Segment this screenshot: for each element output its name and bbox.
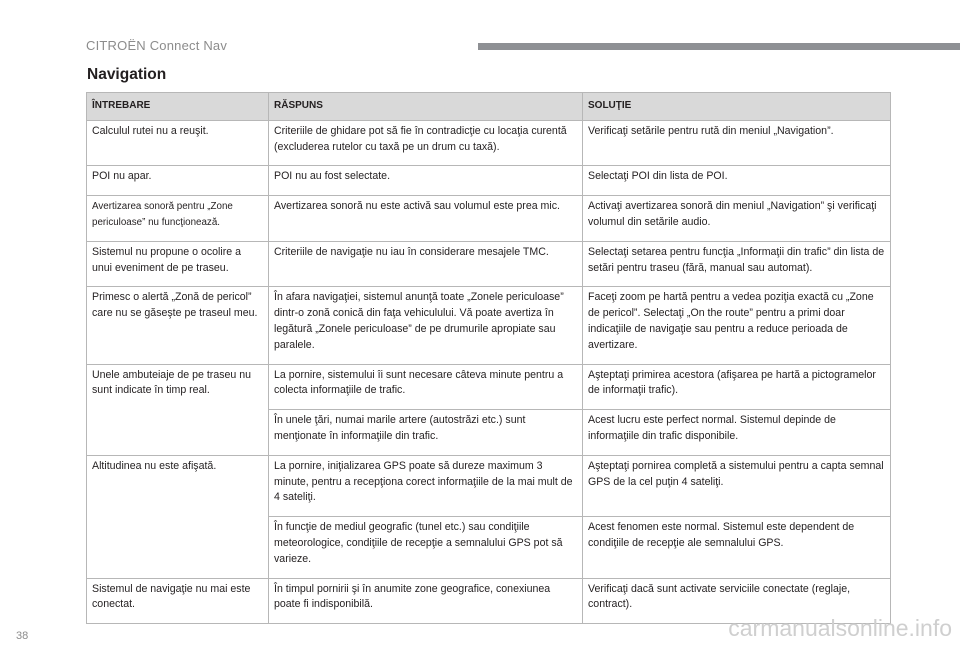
solution-cell: Activaţi avertizarea sonoră din meniul „Navigation” şi verificaţi volumul din setările audio.	[583, 196, 891, 242]
question-cell: Unele ambuteiaje de pe traseu nu sunt indicate în timp real.	[87, 364, 269, 455]
solution-cell: Acest lucru este perfect normal. Sistemul depinde de informaţiile din trafic disponibile.	[583, 410, 891, 456]
section-title: Navigation	[87, 66, 167, 83]
answer-cell: Criteriile de navigaţie nu iau în considerare mesajele TMC.	[269, 241, 583, 287]
answer-cell: În afara navigaţiei, sistemul anunţă toate „Zonele periculoase” dintr-o zonă conică din faţa vehiculului. Vă poate avertiza în legătură „Zonele periculoase” de pe drumurile apropiate sau paralele.	[269, 287, 583, 364]
solution-cell: Faceţi zoom pe hartă pentru a vedea poziţia exactă cu „Zone de pericol”. Selectaţi „On the route” pentru a primi doar indicaţiile de navigaţie sau pentru a reduce perioada de avertizare.	[583, 287, 891, 364]
page-number: 38	[16, 630, 29, 642]
question-cell: Sistemul de navigaţie nu mai este conectat.	[87, 578, 269, 624]
question-cell: Avertizarea sonoră pentru „Zone periculoase” nu funcţionează.	[87, 196, 269, 242]
answer-cell: POI nu au fost selectate.	[269, 166, 583, 196]
table-row	[87, 120, 891, 166]
solution-cell: Selectaţi POI din lista de POI.	[583, 166, 891, 196]
answer-cell: În unele ţări, numai marile artere (autostrăzi etc.) sunt menţionate în informaţiile din trafic.	[269, 410, 583, 456]
answer-cell: La pornire, iniţializarea GPS poate să dureze maximum 3 minute, pentru a recepţiona corect informaţiile de la mai mult de 4 sateliţi.	[269, 455, 583, 516]
solution-cell: Aşteptaţi primirea acestora (afişarea pe hartă a pictogramelor de informaţii trafic).	[583, 364, 891, 410]
solution-cell: Acest fenomen este normal. Sistemul este dependent de condiţiile de recepţie ale semnalului GPS.	[583, 517, 891, 578]
table-row	[87, 166, 891, 196]
watermark: carmanualsonline.info	[728, 615, 952, 641]
answer-cell: În timpul pornirii şi în anumite zone geografice, conexiunea poate fi indisponibilă.	[269, 578, 583, 624]
question-cell: Calculul rutei nu a reuşit.	[87, 120, 269, 166]
solution-cell: Aşteptaţi pornirea completă a sistemului pentru a capta semnal GPS de la cel puţin 4 sateliţi.	[583, 455, 891, 516]
answer-cell: Criteriile de ghidare pot să fie în contradicţie cu locaţia curentă (excluderea rutelor cu taxă pe un drum cu taxă).	[269, 120, 583, 166]
table-row	[87, 364, 891, 410]
brand-header-title: CITROËN Connect Nav	[86, 38, 228, 53]
answer-cell: La pornire, sistemului îi sunt necesare câteva minute pentru a colecta informaţiile de trafic.	[269, 364, 583, 410]
solution-cell: Verificaţi dacă sunt activate serviciile conectate (reglaje, contract).	[583, 578, 891, 624]
table-header-row	[87, 93, 891, 121]
header-bar	[478, 43, 960, 50]
table-row	[87, 287, 891, 364]
answer-cell: În funcţie de mediul geografic (tunel etc.) sau condiţiile meteorologice, condiţiile de recepţie a semnalului GPS pot să varieze.	[269, 517, 583, 578]
table-row	[87, 196, 891, 242]
question-cell: Primesc o alertă „Zonă de pericol” care nu se găseşte pe traseul meu.	[87, 287, 269, 364]
answer-cell: Avertizarea sonoră nu este activă sau volumul este prea mic.	[269, 196, 583, 242]
column-header-answer: RĂSPUNS	[269, 93, 583, 121]
table-row	[87, 455, 891, 516]
question-cell: POI nu apar.	[87, 166, 269, 196]
question-cell: Sistemul nu propune o ocolire a unui eveniment de pe traseu.	[87, 241, 269, 287]
question-cell: Altitudinea nu este afişată.	[87, 455, 269, 578]
column-header-question: ÎNTREBARE	[87, 93, 269, 121]
solution-cell: Selectaţi setarea pentru funcţia „Informaţii din trafic” din lista de setări pentru traseu (fără, manual sau automat).	[583, 241, 891, 287]
column-header-solution: SOLUŢIE	[583, 93, 891, 121]
table-row	[87, 241, 891, 287]
troubleshooting-table	[86, 92, 891, 624]
solution-cell: Verificaţi setările pentru rută din meniul „Navigation”.	[583, 120, 891, 166]
